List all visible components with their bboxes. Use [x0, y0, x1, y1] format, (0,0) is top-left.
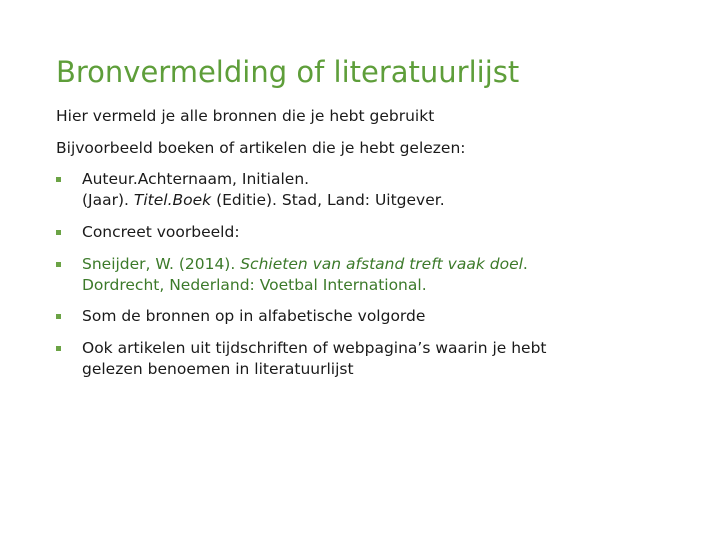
citation-format-text	[82, 169, 696, 211]
slide-title: Bronvermelding of literatuurlijst	[56, 55, 520, 89]
bullet-square-icon	[56, 262, 61, 267]
citation-format-year: (Jaar).	[82, 191, 134, 209]
bullet-example-citation	[56, 254, 696, 296]
articles-line-2: gelezen benoemen in literatuurlijst	[82, 360, 354, 378]
bullet-square-icon	[56, 314, 61, 319]
example-author-year: Sneijder, W. (2014).	[82, 255, 241, 273]
citation-format-title: Titel.Boek	[133, 191, 212, 209]
bullet-square-icon	[56, 230, 61, 235]
bullet-alphabetical-order	[56, 306, 696, 327]
bullet-example-label	[56, 222, 696, 243]
citation-format-line-2	[82, 190, 696, 211]
bullet-square-icon	[56, 177, 61, 182]
bullet-citation-format	[56, 169, 696, 211]
articles-line-1: Ook artikelen uit tijdschriften of webpagina’s waarin je hebt	[82, 339, 547, 357]
intro-line-sources: Hier vermeld je alle bronnen die je hebt gebruikt	[56, 107, 435, 125]
citation-format-line-1: Auteur.Achternaam, Initialen.	[82, 170, 310, 188]
example-citation-line-2: Dordrecht, Nederland: Voetbal International.	[82, 276, 427, 294]
bullet-articles	[56, 338, 696, 380]
example-label-text: Concreet voorbeeld:	[82, 223, 240, 241]
bullet-square-icon	[56, 346, 61, 351]
articles-text	[82, 338, 696, 380]
example-citation-text	[82, 254, 696, 296]
example-book-title: Schieten van afstand treft vaak doel	[240, 255, 523, 273]
example-citation-line-1	[82, 254, 696, 275]
intro-line-examples: Bijvoorbeeld boeken of artikelen die je hebt gelezen:	[56, 139, 466, 157]
citation-format-rest: (Editie). Stad, Land: Uitgever.	[211, 191, 445, 209]
example-period: .	[522, 255, 528, 273]
alphabetical-order-text: Som de bronnen op in alfabetische volgorde	[82, 307, 426, 325]
